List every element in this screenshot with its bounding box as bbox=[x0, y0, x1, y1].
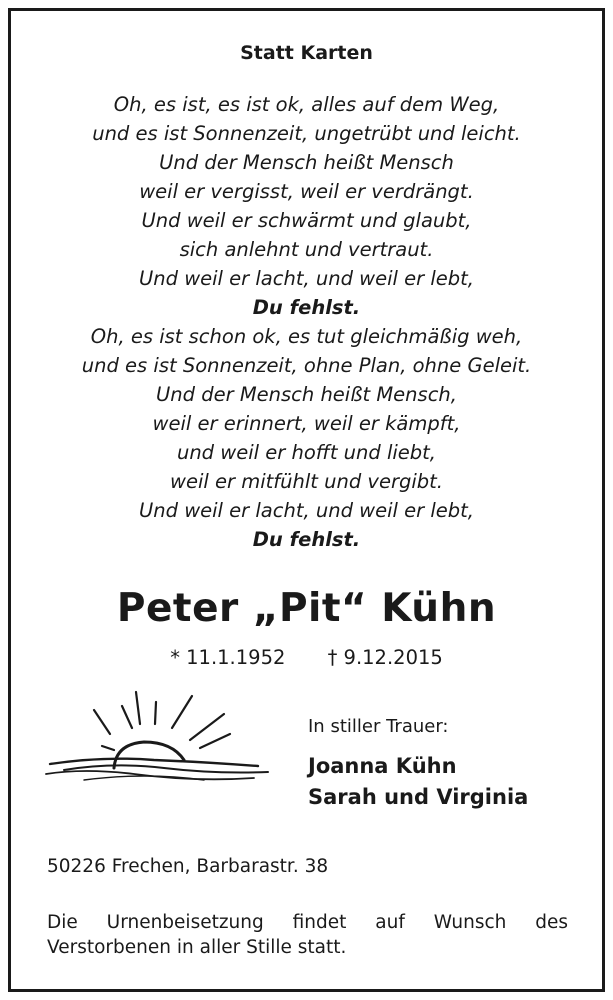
mourning-label: In stiller Trauer: bbox=[308, 716, 449, 737]
poem-line: Oh, es ist schon ok, es tut gleichmäßig weh, bbox=[90, 325, 523, 348]
life-dates bbox=[0, 646, 613, 669]
mourner-name: Joanna Kühn bbox=[308, 754, 457, 778]
poem-line: weil er mitfühlt und vergibt. bbox=[170, 470, 443, 493]
poem-line: Und weil er lacht, und weil er lebt, bbox=[138, 499, 474, 522]
poem-line: und es ist Sonnenzeit, ohne Plan, ohne Geleit. bbox=[81, 354, 532, 377]
notice-header: Statt Karten bbox=[240, 42, 373, 64]
poem-line: weil er vergisst, weil er verdrängt. bbox=[139, 180, 474, 203]
mourning-block bbox=[308, 716, 528, 813]
poem-line: Und weil er schwärmt und glaubt, bbox=[141, 209, 472, 232]
poem-line: Du fehlst. bbox=[252, 528, 361, 551]
deceased-name: Peter „Pit“ Kühn bbox=[116, 586, 497, 631]
death-date: † 9.12.2015 bbox=[327, 646, 443, 669]
mourner-names bbox=[308, 751, 528, 813]
birth-date: * 11.1.1952 bbox=[170, 646, 286, 669]
address: 50226 Frechen, Barbarastr. 38 bbox=[47, 856, 329, 877]
poem-line: Und der Mensch heißt Mensch bbox=[159, 151, 454, 174]
poem-line: sich anlehnt und vertraut. bbox=[179, 238, 434, 261]
poem-line: Du fehlst. bbox=[252, 296, 361, 319]
mourner-name: Sarah und Virginia bbox=[308, 785, 529, 809]
burial-note: Die Urnenbeisetzung findet auf Wunsch des Verstorbenen in aller Stille statt. bbox=[47, 912, 568, 958]
poem-line: und weil er hofft und liebt, bbox=[176, 441, 437, 464]
sunset-icon bbox=[44, 688, 274, 788]
poem-line: weil er erinnert, weil er kämpft, bbox=[152, 412, 461, 435]
poem bbox=[0, 90, 613, 554]
poem-line: Und weil er lacht, und weil er lebt, bbox=[138, 267, 474, 290]
poem-line: Oh, es ist, es ist ok, alles auf dem Weg, bbox=[113, 93, 500, 116]
poem-line: Und der Mensch heißt Mensch, bbox=[156, 383, 457, 406]
poem-line: und es ist Sonnenzeit, ungetrübt und leicht. bbox=[92, 122, 521, 145]
